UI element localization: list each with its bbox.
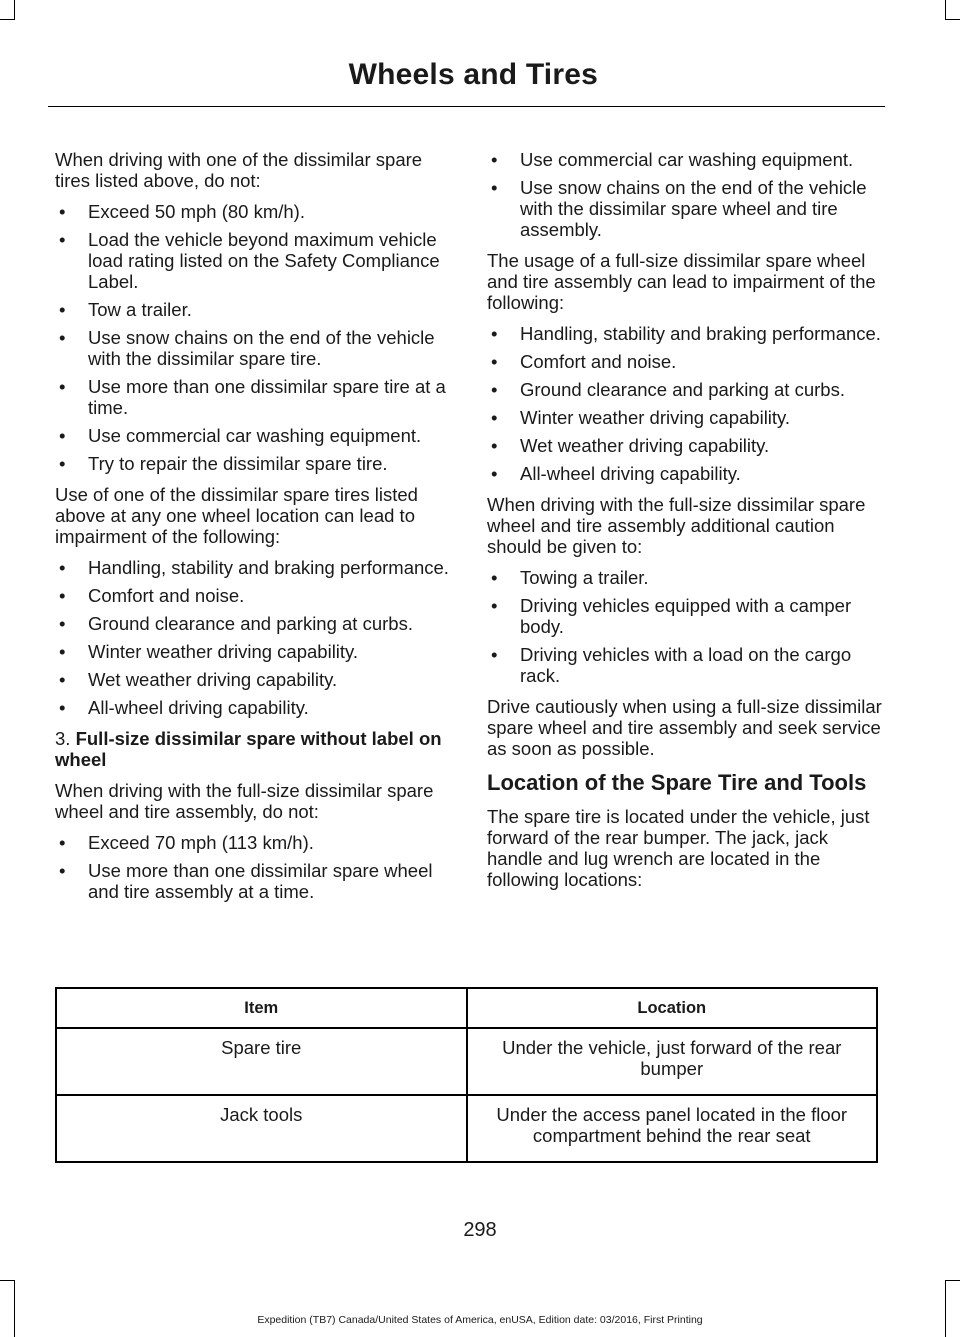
list-item: • Tow a trailer. bbox=[55, 299, 450, 320]
list-item: • Use more than one dissimilar spare tire at a time. bbox=[55, 376, 450, 418]
caution-intro: When driving with the full-size dissimilar spare wheel and tire assembly additional caution should be given to: bbox=[487, 494, 866, 557]
list-item: • Use more than one dissimilar spare wheel and tire assembly at a time. bbox=[55, 860, 450, 902]
crop-mark bbox=[0, 19, 14, 20]
list-item: • Ground clearance and parking at curbs. bbox=[55, 613, 450, 634]
footer-text: Expedition (TB7) Canada/United States of America, enUSA, Edition date: 03/2016, First Printing bbox=[257, 1314, 703, 1326]
list-item: • Handling, stability and braking performance. bbox=[55, 557, 450, 578]
continued-list bbox=[487, 149, 882, 240]
list-item: • Driving vehicles with a load on the cargo rack. bbox=[487, 644, 882, 686]
column-header-item: Item bbox=[56, 988, 467, 1028]
table-cell: Under the access panel located in the floor compartment behind the rear seat bbox=[467, 1095, 878, 1162]
crop-mark bbox=[945, 0, 946, 20]
list-item: • Handling, stability and braking performance. bbox=[487, 323, 882, 344]
list-item: • All-wheel driving capability. bbox=[55, 697, 450, 718]
list-item: • Wet weather driving capability. bbox=[55, 669, 450, 690]
list-item: • Exceed 50 mph (80 km/h). bbox=[55, 201, 450, 222]
right-column bbox=[487, 149, 882, 900]
table-cell: Under the vehicle, just forward of the rear bumper bbox=[467, 1028, 878, 1095]
usage-intro: The usage of a full-size dissimilar spare wheel and tire assembly can lead to impairment of the following: bbox=[487, 250, 876, 313]
table-cell: Spare tire bbox=[56, 1028, 467, 1095]
spare-tire-location-table bbox=[55, 987, 878, 1163]
list-item: • Try to repair the dissimilar spare tire. bbox=[55, 453, 450, 474]
section-3-heading bbox=[55, 728, 450, 770]
crop-mark bbox=[0, 1280, 14, 1281]
fullsize-list bbox=[55, 832, 450, 902]
column-header-location: Location bbox=[467, 988, 878, 1028]
list-item: • All-wheel driving capability. bbox=[487, 463, 882, 484]
do-not-list bbox=[55, 201, 450, 474]
list-item: • Use snow chains on the end of the vehicle with the dissimilar spare tire. bbox=[55, 327, 450, 369]
list-item: • Use commercial car washing equipment. bbox=[487, 149, 882, 170]
section-3-number: 3. bbox=[55, 728, 71, 749]
title-divider bbox=[48, 106, 885, 107]
list-item: • Comfort and noise. bbox=[55, 585, 450, 606]
dissimilar-intro: When driving with one of the dissimilar spare tires listed above, do not: bbox=[55, 149, 423, 191]
table-cell: Jack tools bbox=[56, 1095, 467, 1162]
page-title: Wheels and Tires bbox=[348, 58, 598, 91]
list-item: • Use commercial car washing equipment. bbox=[55, 425, 450, 446]
location-intro: The spare tire is located under the vehicle, just forward of the rear bumper. The jack, jack handle and lug wrench are located in the following locations: bbox=[487, 806, 870, 890]
crop-mark bbox=[946, 19, 960, 20]
fullsize-intro: When driving with the full-size dissimilar spare wheel and tire assembly, do not: bbox=[55, 780, 434, 822]
table-header-row bbox=[56, 988, 877, 1028]
list-item: • Comfort and noise. bbox=[487, 351, 882, 372]
left-column bbox=[55, 149, 450, 912]
list-item: • Load the vehicle beyond maximum vehicle load rating listed on the Safety Compliance Label. bbox=[55, 229, 450, 292]
table-row bbox=[56, 1028, 877, 1095]
crop-mark bbox=[945, 1280, 946, 1337]
crop-mark bbox=[14, 0, 15, 20]
crop-mark bbox=[946, 1280, 960, 1281]
page-number: 298 bbox=[463, 1219, 497, 1241]
list-item: • Towing a trailer. bbox=[487, 567, 882, 588]
list-item: • Winter weather driving capability. bbox=[55, 641, 450, 662]
caution-list bbox=[487, 567, 882, 686]
impairment-list bbox=[55, 557, 450, 718]
location-heading: Location of the Spare Tire and Tools bbox=[487, 770, 867, 795]
list-item: • Driving vehicles equipped with a camper body. bbox=[487, 595, 882, 637]
list-item: • Winter weather driving capability. bbox=[487, 407, 882, 428]
list-item: • Exceed 70 mph (113 km/h). bbox=[55, 832, 450, 853]
list-item: • Wet weather driving capability. bbox=[487, 435, 882, 456]
table-row bbox=[56, 1095, 877, 1162]
drive-cautiously-text: Drive cautiously when using a full-size dissimilar spare wheel and tire assembly and seek service as soon as possible. bbox=[487, 696, 882, 759]
section-3-title: Full-size dissimilar spare without label on wheel bbox=[55, 728, 442, 770]
list-item: • Ground clearance and parking at curbs. bbox=[487, 379, 882, 400]
impairment-intro: Use of one of the dissimilar spare tires listed above at any one wheel location can lead to impairment of the following: bbox=[55, 484, 418, 547]
usage-list bbox=[487, 323, 882, 484]
crop-mark bbox=[14, 1280, 15, 1337]
list-item: • Use snow chains on the end of the vehicle with the dissimilar spare wheel and tire assembly. bbox=[487, 177, 882, 240]
